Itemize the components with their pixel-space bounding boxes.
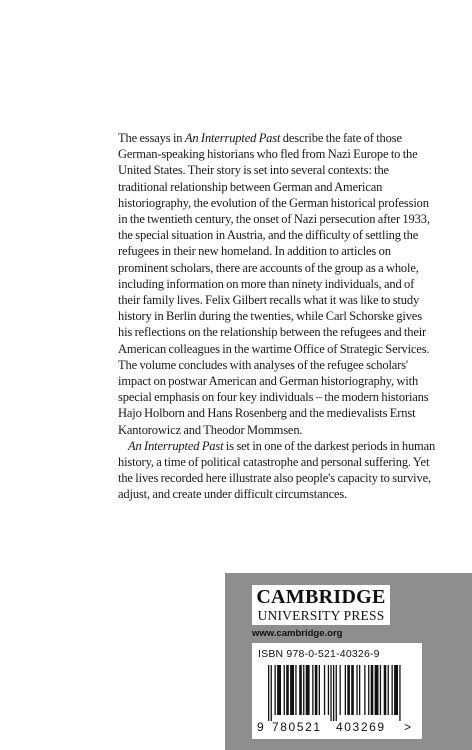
barcode-bar [380,665,381,715]
isbn-barcode-box [252,643,422,739]
barcode-bars [268,665,401,721]
barcode-bar [312,665,313,715]
book-title-italic: An Interrupted Past [128,438,224,453]
barcode-group-2: 403269 [336,720,386,734]
publisher-subname: UNIVERSITY PRESS [257,608,385,623]
barcode-addon: > [404,720,412,734]
publisher-panel [225,573,472,750]
barcode-group-1: 780521 [272,720,322,734]
description-paragraph-1 [118,130,436,438]
barcode-bar [375,665,379,715]
barcode-bar [364,665,365,715]
description-paragraph-2 [118,438,436,503]
barcode-bar [286,665,289,715]
barcode-bar [284,665,285,715]
barcode-bar [319,665,320,715]
barcode-bar [345,665,346,715]
barcode-bar [384,665,387,715]
barcode-bar [351,665,354,715]
barcode-bar [399,665,400,721]
barcode-bar [315,665,318,715]
publisher-name: CAMBRIDGE [256,586,386,608]
publisher-url: www.cambridge.org [252,628,343,639]
barcode-bar [359,665,360,715]
barcode-bar [356,665,357,715]
back-cover-description [118,130,436,503]
barcode-bar [303,665,304,715]
barcode-bar [306,665,310,715]
barcode-bar [340,665,341,715]
barcode-bar [388,665,389,715]
barcode-bar [277,665,281,715]
isbn-label: ISBN 978-0-521-40326-9 [258,648,380,660]
barcode-bar [347,665,350,715]
barcode-bar [368,665,369,715]
barcode-bar [333,665,334,721]
barcode-bar [295,665,296,715]
barcode-bar [330,665,331,721]
barcode-bar [290,665,294,715]
barcode-bar [324,665,325,715]
barcode-bar [371,665,374,715]
barcode-bar [275,665,276,715]
barcode-bar [392,665,393,715]
description-text: describe the fate of those German-speaking historians who fled from Nazi Europe to the United States. Their story is set into several contexts: the traditional relationship between German and American historiography, the evolution of the German historical profession in the twentieth century, the onset of Nazi persecution after 1933, the special situation in Austria, and the difficulty of settling the refugees in their new homeland. In addition to articles on prominent scholars, there are accounts of the group as a whole, including information on more than ninety individuals, and of their family lives. Felix Gilbert recalls what it was like to study history in Berlin during the twenties, while Carl Schorske gives his reflections on the relationship between the refugees and their American colleagues in the wartime Office of Strategic Services. The volume concludes with analyses of the refugee scholars' impact on postwar American and German historiography, with special emphasis on four key individuals – the modern historians Hajo Holborn and Hans Rosenberg and the medievalists Ernst Kantorowicz and Theodor Mommsen. [118,131,430,437]
barcode-bar [268,665,269,721]
description-text: The essays in [118,131,185,145]
barcode-bar [299,665,302,715]
cambridge-logo [252,585,390,625]
barcode-lead-digit: 9 [257,720,264,734]
barcode-bar [328,665,329,715]
barcode [252,643,422,739]
barcode-bar [394,665,398,715]
barcode-bar [271,665,272,721]
barcode-bar [336,665,337,721]
description-text: is set in one of the darkest periods in human history, a time of political catastrophe and personal suffering. Yet the lives recorded here illustrate also people's capacity to survive, adjust, and create under difficult circumstances. [118,438,436,502]
book-title-italic: An Interrupted Past [184,131,281,145]
